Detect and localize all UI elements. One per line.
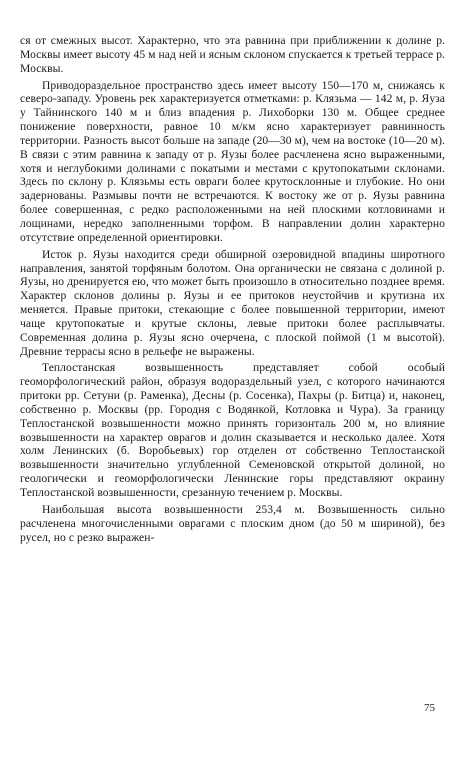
paragraph-3: Исток р. Яузы находится среди обширной озеровидной впадины широтного направления, занятой торфяным болотом. Она органически не связана с долиной р. Яузы, но дренируется ею, что может быть произошло в относительно позднее время. Характер склонов долины р. Яузы и ее притоков неустойчив и крутизна их меняется. Правые притоки, стекающие с более повышенной территории, имеют чаще крутопокатые и крутые склоны, левые притоки более расплывчаты. Современная долина р. Яузы ясно очерчена, с плоской поймой (1 м высотой). Древние террасы ясно в рельефе не выражены. bbox=[20, 247, 445, 358]
paragraph-4: Теплостанская возвышенность представляет собой особый геоморфологический район, образуя водораздельный узел, с которого начинаются притоки рр. Сетуни (р. Раменка), Десны (р. Сосенка), Пахры (р. Битца) и, наконец, собственно р. Москвы (рр. Городня с Водянкой, Котловка и Чура). За границу Теплостанской возвышенности можно принять горизонталь 200 м, но влияние возвышенности на характер оврагов и долин сказывается и несколько далее. Хотя холм Ленинских (б. Воробьевых) гор отделен от собственно Теплостанской возвышенности значительно углубленной Семеновской открытой долиной, но геологически и геоморфологически Ленинские горы представляют окраину Теплостанской возвышенности, срезанную течением р. Москвы. bbox=[20, 361, 445, 499]
paragraph-1: ся от смежных высот. Характерно, что эта равнина при приближении к долине р. Москвы имеет высоту 45 м над ней и ясным склоном спускается к третьей террасе р. Москвы. bbox=[20, 34, 445, 75]
page-number: 75 bbox=[424, 702, 435, 714]
book-page bbox=[20, 34, 445, 734]
paragraph-2: Приводораздельное пространство здесь имеет высоту 150—170 м, снижаясь к северо-западу. Уровень рек характеризуется отметками: р. Клязьма — 142 м, р. Яуза у Тайнинского 140 м и близ впадения р. Лихоборки 130 м. Общее среднее понижение поверхности, равное 10 м/км ясно характеризует равнинность территории. Разность высот больше на западе (20—30 м), чем на востоке (10—20 м). В связи с этим равнина к западу от р. Яузы более расчленена ясно выраженными, хотя и неглубокими долинами с покатыми и местами с крутопокатыми склонами. Здесь по склону р. Клязьмы есть овраги более крутосклонные и глубокие. Но они задернованы. Размывы почти не встречаются. К востоку же от р. Яузы равнина более совершенная, с редко расположенными на ней плоскими котловинами и лощинами, нередко заполненными торфом. В направлении долин характерно отсутствие определенной ориентировки. bbox=[20, 78, 445, 244]
paragraph-5: Наибольшая высота возвышенности 253,4 м. Возвышенность сильно расчленена многочисленными оврагами с плоским дном (до 50 м шириной), без русел, но с резко выражен- bbox=[20, 502, 445, 544]
